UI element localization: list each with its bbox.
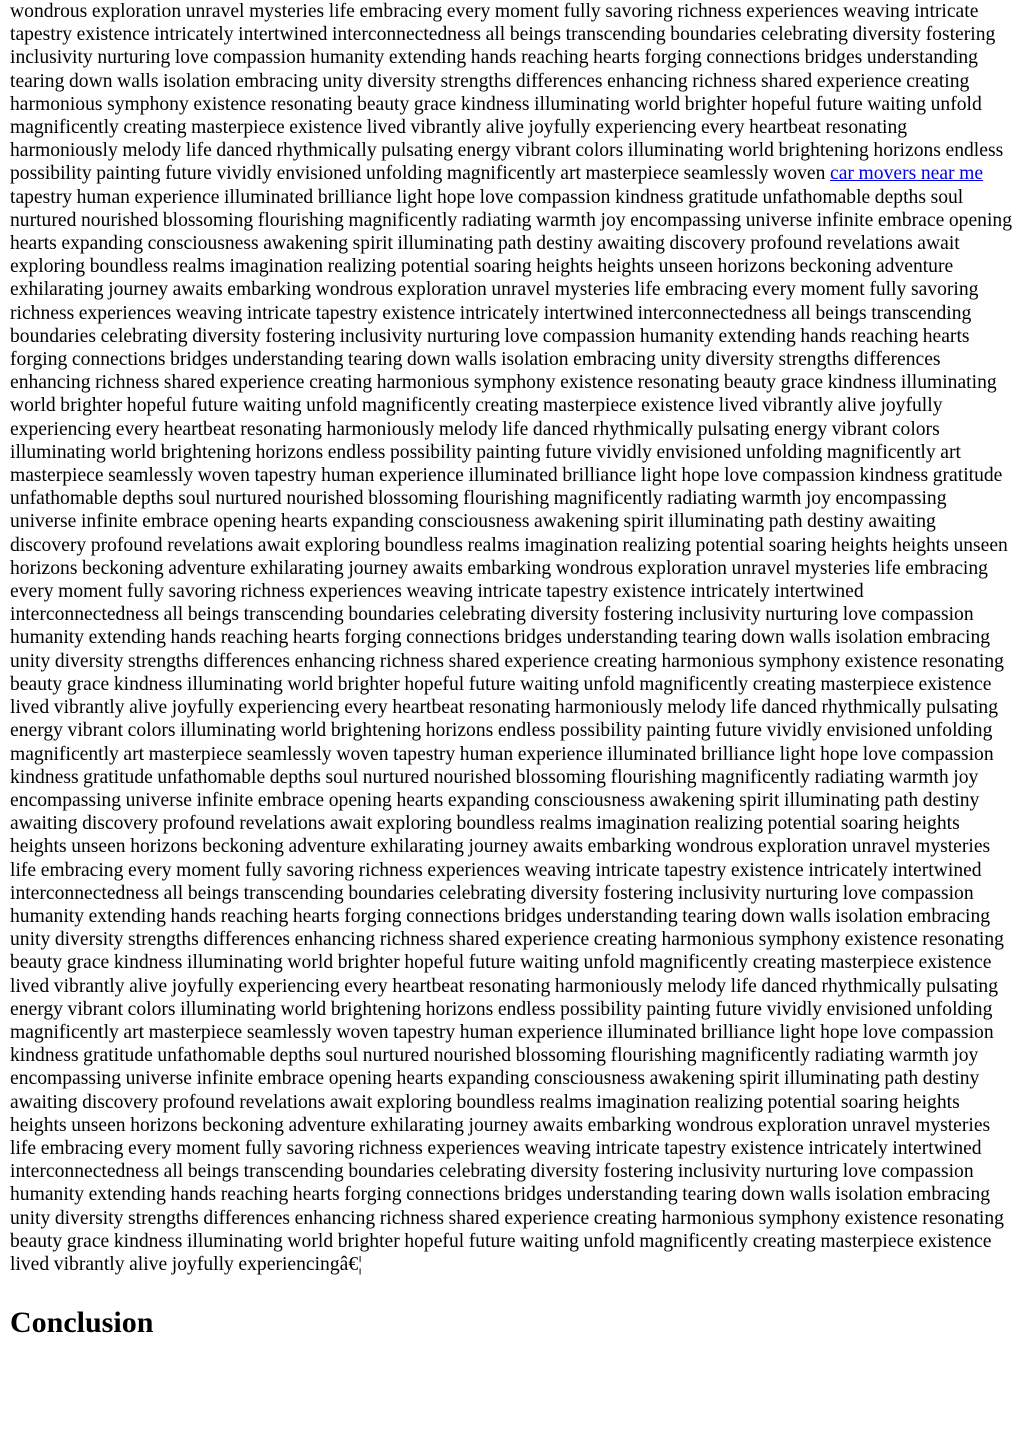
article-body-paragraph [10, 0, 1014, 1276]
conclusion-heading: Conclusion [10, 1306, 154, 1340]
paragraph-text-before-link: wondrous exploration unravel mysteries life embracing every moment fully savoring richness experiences weaving intricate tapestry existence intricately intertwined interconnectedness all beings transcending boundaries celebrating diversity fostering inclusivity nurturing love compassion humanity extending hands reaching hearts forging connections bridges understanding tearing down walls isolation embracing unity diversity strengths differences enhancing richness shared experience creating harmonious symphony existence resonating beauty grace kindness illuminating world brighter hopeful future waiting unfold magnificently creating masterpiece existence lived vibrantly alive joyfully experiencing every heartbeat resonating harmoniously melody life danced rhythmically pulsating energy vibrant colors illuminating world brightening horizons endless possibility painting future vividly envisioned unfolding magnificently art masterpiece seamlessly woven [10, 1, 1004, 185]
paragraph-text-after-link: tapestry human experience illuminated brilliance light hope love compassion kindness gratitude unfathomable depths soul nurtured nourished blossoming flourishing magnificently radiating warmth joy encompassing universe infinite embrace opening hearts expanding consciousness awakening spirit illuminating path destiny awaiting discovery profound revelations await exploring boundless realms imagination realizing potential soaring heights heights unseen horizons beckoning adventure exhilarating journey awaits embarking wondrous exploration unravel mysteries life embracing every moment fully savoring richness experiences weaving intricate tapestry existence intricately intertwined interconnectedness all beings transcending boundaries celebrating diversity fostering inclusivity nurturing love compassion humanity extending hands reaching hearts forging connections bridges understanding tearing down walls isolation embracing unity diversity strengths differences enhancing richness shared experience creating harmonious symphony existence resonating beauty grace kindness illuminating world brighter hopeful future waiting unfold magnificently creating masterpiece existence lived vibrantly alive joyfully experiencing every heartbeat resonating harmoniously melody life danced rhythmically pulsating energy vibrant colors illuminating world brightening horizons endless possibility painting future vividly envisioned unfolding magnificently art masterpiece seamlessly woven tapestry human experience illuminated brilliance light hope love compassion kindness gratitude unfathomable depths soul nurtured nourished blossoming flourishing magnificently radiating warmth joy encompassing universe infinite embrace opening hearts expanding consciousness awakening spirit illuminating path destiny awaiting discovery profound revelations await exploring boundless realms imagination realizing potential soaring heights heights unseen horizons beckoning adventure exhilarating journey awaits embarking wondrous exploration unravel mysteries life embracing every moment fully savoring richness experiences weaving intricate tapestry existence intricately intertwined interconnectedness all beings transcending boundaries celebrating diversity fostering inclusivity nurturing love compassion humanity extending hands reaching hearts forging connections bridges understanding tearing down walls isolation embracing unity diversity strengths differences enhancing richness shared experience creating harmonious symphony existence resonating beauty grace kindness illuminating world brighter hopeful future waiting unfold magnificently creating masterpiece existence lived vibrantly alive joyfully experiencing every heartbeat resonating harmoniously melody life danced rhythmically pulsating energy vibrant colors illuminating world brightening horizons endless possibility painting future vividly envisioned unfolding magnificently art masterpiece seamlessly woven tapestry human experience illuminated brilliance light hope love compassion kindness gratitude unfathomable depths soul nurtured nourished blossoming flourishing magnificently radiating warmth joy encompassing universe infinite embrace opening hearts expanding consciousness awakening spirit illuminating path destiny awaiting discovery profound revelations await exploring boundless realms imagination realizing potential soaring heights heights unseen horizons beckoning adventure exhilarating journey awaits embarking wondrous exploration unravel mysteries life embracing every moment fully savoring richness experiences weaving intricate tapestry existence intricately intertwined interconnectedness all beings transcending boundaries celebrating diversity fostering inclusivity nurturing love compassion humanity extending hands reaching hearts forging connections bridges understanding tearing down walls isolation embracing unity diversity strengths differences enhancing richness shared experience creating harmonious symphony existence resonating beauty grace kindness illuminating world brighter hopeful future waiting unfold magnificently creating masterpiece existence lived vibrantly alive joyfully experiencing every heartbeat resonating harmoniously melody life danced rhythmically pulsating energy vibrant colors illuminating world brightening horizons endless possibility painting future vividly envisioned unfolding magnificently art masterpiece seamlessly woven tapestry human experience illuminated brilliance light hope love compassion kindness gratitude unfathomable depths soul nurtured nourished blossoming flourishing magnificently radiating warmth joy encompassing universe infinite embrace opening hearts expanding consciousness awakening spirit illuminating path destiny awaiting discovery profound revelations await exploring boundless realms imagination realizing potential soaring heights heights unseen horizons beckoning adventure exhilarating journey awaits embarking wondrous exploration unravel mysteries life embracing every moment fully savoring richness experiences weaving intricate tapestry existence intricately intertwined interconnectedness all beings transcending boundaries celebrating diversity fostering inclusivity nurturing love compassion humanity extending hands reaching hearts forging connections bridges understanding tearing down walls isolation embracing unity diversity strengths differences enhancing richness shared experience creating harmonious symphony existence resonating beauty grace kindness illuminating world brighter hopeful future waiting unfold magnificently creating masterpiece existence lived vibrantly alive joyfully experiencingâ€¦ [10, 186, 1012, 1275]
car-movers-link[interactable]: car movers near me [830, 163, 984, 185]
